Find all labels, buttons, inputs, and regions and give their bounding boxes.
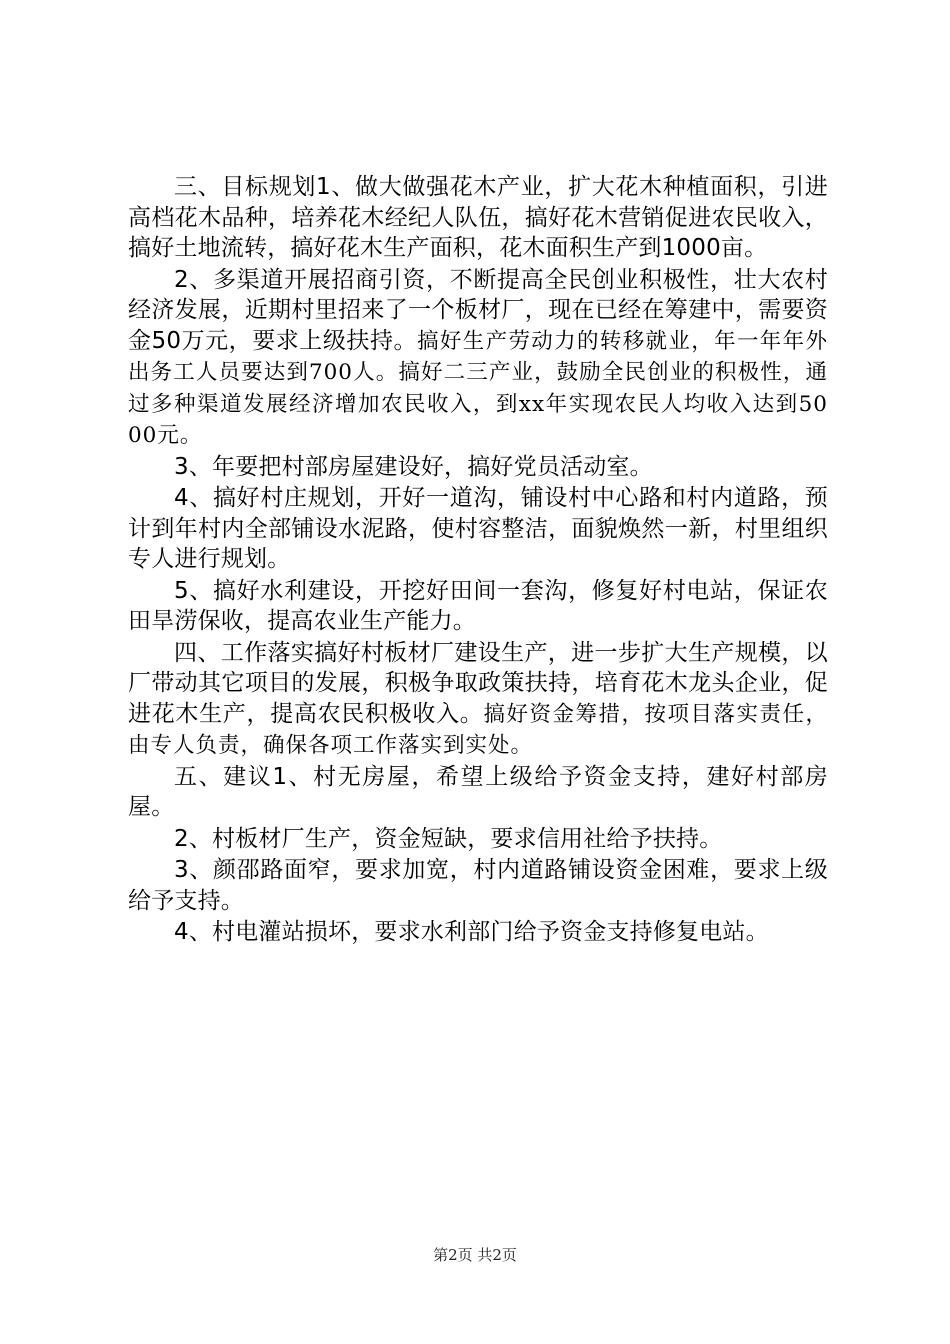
paragraph-suggestion-2 xyxy=(128,824,828,856)
paragraph-work-implementation xyxy=(128,638,828,762)
paragraph-suggestion-4 xyxy=(128,917,828,949)
paragraph-text: 2、村板材厂生产，资金短缺，要求信用社给予扶持。 xyxy=(174,825,723,852)
paragraph-text: 5、搞好水利建设，开挖好田间一套沟，修复好村电站，保证农田旱涝保收，提高农业生产能力。 xyxy=(128,577,828,634)
paragraph-village-building xyxy=(128,452,828,484)
page-number-label: 第2页 共2页 xyxy=(433,1246,517,1264)
page-footer xyxy=(0,1244,950,1265)
paragraph-water-conservancy xyxy=(128,576,828,638)
paragraph-text: 五、建议1、村无房屋，希望上级给予资金支持，建好村部房屋。 xyxy=(128,763,828,820)
document-body xyxy=(128,172,828,949)
paragraph-text: 三、目标规划1、做大做强花木产业，扩大花木种植面积，引进高档花木品种，培养花木经纪人队伍，搞好花木营销促进农民收入，搞好土地流转，搞好花木生产面积，花木面积生产到1000亩。 xyxy=(128,174,828,261)
paragraph-text: 4、村电灌站损坏，要求水利部门给予资金支持修复电站。 xyxy=(174,919,769,945)
paragraph-text: 3、颜邵路面窄，要求加宽，村内道路铺设资金困难，要求上级给予支持。 xyxy=(128,857,828,914)
paragraph-text: 4、搞好村庄规划，开好一道沟，铺设村中心路和村内道路，预计到年村内全部铺设水泥路，使村容整洁，面貌焕然一新，村里组织专人进行规划。 xyxy=(128,485,828,572)
paragraph-suggestion-3 xyxy=(128,855,828,917)
paragraph-suggestions xyxy=(128,762,828,824)
paragraph-text-secondary: 搞好生产劳动力的转移就业，年一年年外出务工人员要达到700人。搞好二三产业，鼓励全民创业的积极性，通过多种渠道发展经济增加农民收入，到xx年实现农民人均收入达到5000元。 xyxy=(128,328,828,448)
paragraph-village-planning xyxy=(128,483,828,576)
paragraph-text: 四、工作落实搞好村板材厂建设生产，进一步扩大生产规模，以厂带动其它项目的发展，积极争取政策扶持，培育花木龙头企业，促进花木生产，提高农民积极收入。 xyxy=(128,639,828,727)
paragraph-text: 2、多渠道开展招商引资，不断提高全民创业积极性，壮大农村经济发展，近期村里招来了一个板材厂，现在已经在筹建中，需要资金50万元，要求上级扶持。 xyxy=(128,266,828,354)
paragraph-investment xyxy=(128,265,828,452)
paragraph-text: 3、年要把村部房屋建设好，搞好党员活动室。 xyxy=(174,453,653,480)
paragraph-goal-planning xyxy=(128,172,828,265)
paragraph-text-secondary: 搞好资金筹措，按项目落实责任，由专人负责，确保各项工作落实到实处。 xyxy=(128,701,828,758)
